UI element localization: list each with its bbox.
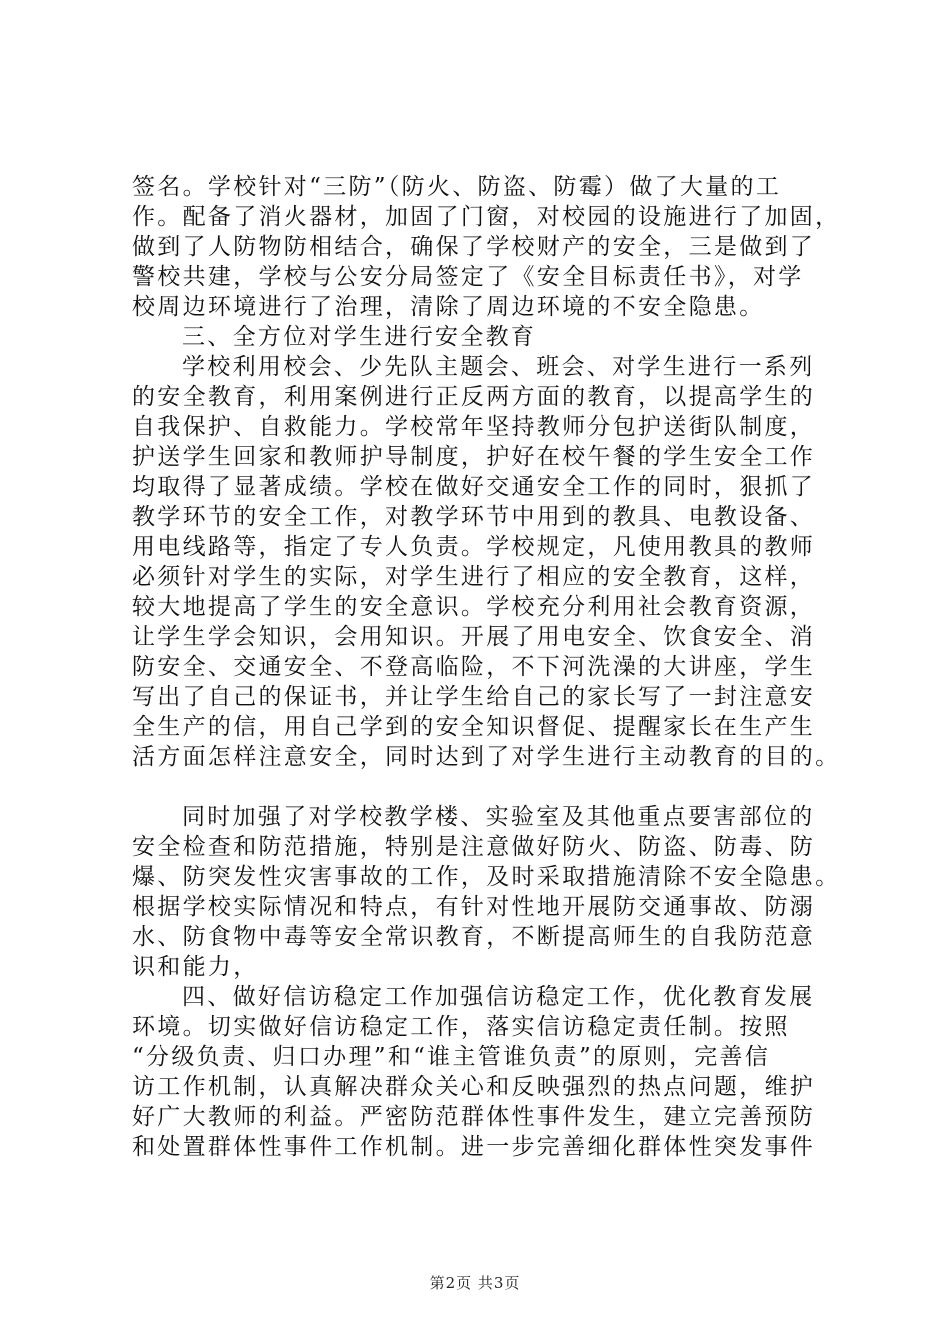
text-line: 活方面怎样注意安全，同时达到了对学生进行主动教育的目的。 — [132, 744, 841, 770]
text-line: 教学环节的安全工作，对教学环节中用到的教具、电教设备、 — [132, 504, 816, 530]
text-line: 必须针对学生的实际，对学生进行了相应的安全教育，这样， — [132, 564, 816, 590]
section-heading: 三、全方位对学生进行安全教育 — [182, 324, 537, 350]
text-line: 学校利用校会、少先队主题会、班会、对学生进行一系列 — [182, 354, 815, 380]
text-line: 护送学生回家和教师护导制度，护好在校午餐的学生安全工作 — [132, 444, 816, 470]
text-line: 的安全教育，利用案例进行正反两方面的教育，以提高学生的 — [132, 384, 816, 410]
text-line: 做到了人防物防相结合，确保了学校财产的安全，三是做到了 — [132, 234, 816, 260]
document-body — [132, 172, 841, 1162]
text-line: 好广大教师的利益。严密防范群体性事件发生，建立完善预防 — [132, 1104, 816, 1130]
text-line: 根据学校实际情况和特点，有针对性地开展防交通事故、防溺 — [132, 894, 816, 920]
text-line: 签名。学校针对“三防”（防火、防盗、防霉）做了大量的工 — [132, 174, 782, 200]
text-line: “分级负责、归口办理”和“谁主管谁负责”的原则，完善信 — [132, 1044, 771, 1070]
text-line: 安全检查和防范措施，特别是注意做好防火、防盗、防毒、防 — [132, 834, 816, 860]
text-line: 校周边环境进行了治理，清除了周边环境的不安全隐患。 — [132, 294, 765, 320]
text-line: 较大地提高了学生的安全意识。学校充分利用社会教育资源， — [132, 594, 816, 620]
text-line: 用电线路等，指定了专人负责。学校规定，凡使用教具的教师 — [132, 534, 816, 560]
text-line: 爆、防突发性灾害事故的工作，及时采取措施清除不安全隐患。 — [132, 864, 841, 890]
text-line: 防安全、交通安全、不登高临险，不下河洗澡的大讲座，学生 — [132, 654, 816, 680]
text-line: 警校共建，学校与公安分局签定了《安全目标责任书》，对学 — [132, 264, 804, 290]
page-footer: 第2页 共3页 — [429, 1274, 521, 1292]
text-line: 访工作机制，认真解决群众关心和反映强烈的热点问题，维护 — [132, 1074, 816, 1100]
text-line: 环境。切实做好信访稳定工作，落实信访稳定责任制。按照 — [132, 1014, 790, 1040]
paragraph-gap — [132, 772, 832, 802]
text-line: 均取得了显著成绩。学校在做好交通安全工作的同时，狠抓了 — [132, 474, 816, 500]
section-heading: 四、做好信访稳定工作加强信访稳定工作，优化教育发展 — [182, 984, 815, 1010]
text-line: 水、防食物中毒等安全常识教育，不断提高师生的自我防范意 — [132, 924, 816, 950]
text-line: 自我保护、自救能力。学校常年坚持教师分包护送街队制度， — [132, 414, 816, 440]
text-line: 识和能力， — [132, 954, 259, 980]
text-line: 同时加强了对学校教学楼、实验室及其他重点要害部位的 — [182, 804, 815, 830]
text-line: 作。配备了消火器材，加固了门窗，对校园的设施进行了加固， — [132, 204, 841, 230]
text-line: 让学生学会知识，会用知识。开展了用电安全、饮食安全、消 — [132, 624, 816, 650]
text-line: 写出了自己的保证书，并让学生给自己的家长写了一封注意安 — [132, 684, 816, 710]
text-line: 全生产的信，用自己学到的安全知识督促、提醒家长在生产生 — [132, 714, 816, 740]
text-line: 和处置群体性事件工作机制。进一步完善细化群体性突发事件 — [132, 1134, 816, 1160]
